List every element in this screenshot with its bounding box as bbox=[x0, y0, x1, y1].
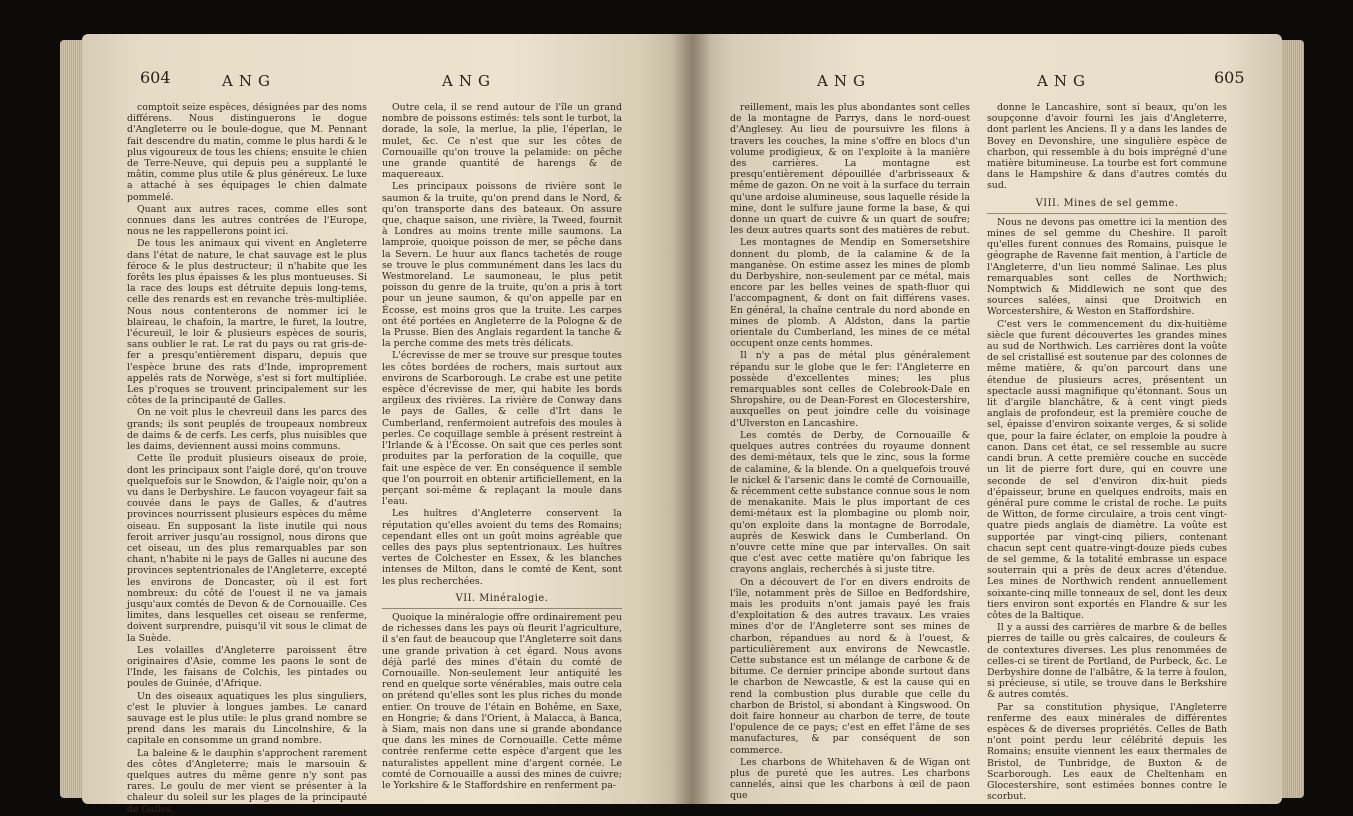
paragraph: Les montagnes de Mendip en Somersetshire donnent du plomb, de la calamine & de la manganèse. On estime assez les mines de plomb du Derbyshire, non-seulement par ce métal, mais encore par les belles veines de spath-fluor qui l'accompagnent, & dont on fait différens vases. En général, la chaîne centrale du nord abonde en mines de plomb. A Aldston, dans la partie orientale du Cumberland, les mines de ce métal occupent onze cents hommes. bbox=[730, 237, 970, 350]
paragraph: De tous les animaux qui vivent en Angleterre dans l'état de nature, le chat sauvage est le plus féroce & le plus destructeur; il n'habite que les forêts les plus épaisses & les plus montueuses. Si la race des loups est détruite depuis long-tems, celle des renards est en revanche très-multipliée. Nous nous contenterons de nommer ici le blaireau, le chafoin, la martre, le furet, la loutre, l'écureuil, le loir & plusieurs espèces de souris, sans oublier le rat. Le rat du pays ou rat gris-de-fer a presqu'entièrement disparu, depuis que l'espèce brune des rats d'Inde, improprement appelés rats de Norwège, s'est si fort multipliée. Les p'roques se trouvent principalement sur les côtes de la principauté de Galles. bbox=[127, 238, 367, 407]
paragraph: Les volailles d'Angleterre paroissent être originaires d'Asie, comme les paons le sont de l'Inde, les faisans de Colchis, les pintades ou poules de Guinée, d'Afrique. bbox=[127, 644, 367, 690]
running-head-left-1: ANG bbox=[222, 72, 276, 90]
paragraph: La baleine & le dauphin s'approchent rarement des côtes d'Angleterre; mais le marsouin & quelques autres du même genre n'y sont pas rares. Le goulu de mer vient se présenter à la chaleur du soleil sur les plages de la principauté de Galles. bbox=[127, 747, 367, 815]
page-number-left: 604 bbox=[140, 68, 171, 87]
paragraph: C'est vers le commencement du dix-huitième siècle que furent découvertes les grandes mines au sud de Northwich. Les carrières dont la voûte de sel cristallisé est soutenue par des colonnes de même matière, & qu'on parcourt dans une étendue de plusieurs acres, présentent un spectacle aussi magnifique qu'étonnant. Sous un lit d'argile blanchâtre, & à cent vingt pieds anglais de profondeur, est la première couche de sel, épaisse d'environ soixante verges, & si solide que, pour la faire éclater, on emploie la poudre à canon. Dans cet état, ce sel ressemble au sucre candi brun. A cette première couche en succède un lit de pierre fort dure, qui en couvre une seconde de sel d'environ dix-huit pieds d'épaisseur, brune en quelques endroits, mais en général pure comme le cristal de roche. Le puits de Witton, de forme circulaire, a trois cent vingt-quatre pieds anglais de diamètre. La voûte est supportée par vingt-cinq piliers, contenant chacun sept cent quatre-vingt-douze pieds cubes de sel gemme, & la totalité embrasse un espace souterrain qui a près de deux acres d'étendue. Les mines de Northwich rendent annuellement soixante-cinq mille tonneaux de sel, dont les deux tiers environ sont exportés en Flandre & sur les côtes de la Baltique. bbox=[987, 318, 1227, 621]
paragraph: comptoit seize espèces, désignées par des noms différens. Nous distinguerons le dogue d'Angleterre ou le boule-dogue, que M. Pennant fait descendre du matin, comme le plus hardi & le plus vigoureux de tous les chiens; ensuite le chien de Terre-Neuve, qui depuis peu a supplanté le mâtin, comme plus utile & plus généreux. Le luxe a attaché à ses équipages le chien dalmate pommelé. bbox=[127, 102, 367, 203]
right-page-edges bbox=[1282, 40, 1304, 798]
paragraph: Les comtés de Derby, de Cornouaille & quelques autres contrées du royaume donnent des demi-métaux, tels que le zinc, sous la forme de calamine, & la blende. On a quelquefois trouvé le nickel & l'arsenic dans le comté de Cornouaille, & récemment cette substance connue sous le nom de menakanite. Mais le plus important de ces demi-métaux est la plombagine ou plomb noir, qu'on exploite dans la montagne de Borrodale, auprès de Keswick dans le Cumberland. On n'ouvre cette mine que par intervalles. On sait que c'est avec cette matière qu'on fabrique les crayons anglais, recherchés à si juste titre. bbox=[730, 429, 970, 576]
page-number-right: 605 bbox=[1214, 68, 1245, 87]
running-head-right-2: ANG bbox=[1037, 72, 1091, 90]
paragraph: donne le Lancashire, sont si beaux, qu'on les soupçonne d'avoir fourni les jais d'Angleterre, dont parlent les Anciens. Il y a dans les landes de Bovey en Devonshire, une singulière espèce de charbon, qui ressemble à du bois imprégné d'une matière bitumineuse. La tourbe est fort commune dans le Hampshire & dans d'autres comtés du sud. bbox=[987, 102, 1227, 192]
paragraph: Les charbons de Whitehaven & de Wigan ont plus de pureté que les autres. Les charbons cannelés, ainsi que les charbons à œil de paon que bbox=[730, 756, 970, 802]
paragraph: Nous ne devons pas omettre ici la mention des mines de sel gemme du Cheshire. Il paroît qu'elles furent connues des Romains, puisque le géographe de Ravenne fait mention, à l'article de l'Angleterre, d'un lieu nommé Salinae. Les plus remarquables sont celles de Northwich; Nomptwich & Middlewich ne sont que des sources salées, ainsi que Droitwich en Worcestershire, & Weston en Staffordshire. bbox=[987, 216, 1227, 318]
running-head-right-1: ANG bbox=[817, 72, 871, 90]
left-column-1 bbox=[127, 102, 367, 816]
paragraph: On a découvert de l'or en divers endroits de l'île, notamment près de Silloe en Bedfordshire, mais les produits n'ont jamais payé les frais d'exploitation & des autres travaux. Les vraies mines d'or de l'Angleterre sont ses mines de charbon, répandues au nord & à l'ouest, & particulièrement aux environs de Newcastle. Cette substance est un mélange de carbone & de bitume. Ce dernier principe abonde surtout dans le charbon de Newcastle, & est la cause qui en rend la combustion plus durable que celle du charbon de Bristol, si abondant à Kingswood. On doit faire honneur au charbon de terre, de toute l'opulence de ce pays; c'est en effet l'âme de ses manufactures, & par conséquent de son commerce. bbox=[730, 576, 970, 756]
paragraph: Quoique la minéralogie offre ordinairement peu de richesses dans les pays où fleurit l'agriculture, il s'en faut de beaucoup que l'Angleterre soit dans une grande privation à cet égard. Nous avons déjà parlé des mines d'étain du comté de Cornouaille. Non-seulement leur antiquité les rend en quelque sorte vénérables, mais outre cela on prétend qu'elles sont les plus riches du monde entier. On trouve de l'étain en Bohême, en Saxe, en Hongrie; & dans l'Orient, à Malacca, à Banca, à Siam, mais non dans une si grande abondance que dans les mines de Cornouaille. Cette même contrée renferme cette espèce d'argent que les naturalistes appellent mine d'argent cornée. Le comté de Cornouaille a aussi des mines de cuivre; le Yorkshire & le Staffordshire en renferment pa- bbox=[382, 611, 622, 791]
right-column-2 bbox=[987, 102, 1227, 803]
left-column-2 bbox=[382, 102, 622, 792]
paragraph: L'écrevisse de mer se trouve sur presque toutes les côtes bordées de rochers, mais surtout aux environs de Scarborough. Le crabe est une petite espèce d'écrevisse de mer, qui habite les bords argileux des rivières. La rivière de Conway dans le pays de Galles, & celle d'Irt dans le Cumberland, renfermoient autrefois des moules à perles. Ce coquillage semble à présent restreint à l'Irlande & à l'Écosse. On sait que ces perles sont produites par la perforation de la coquille, que fait une espèce de ver. En conséquence il semble que l'on pourroit en obtenir artificiellement, en la perçant soi-même & replaçant la moule dans l'eau. bbox=[382, 350, 622, 508]
left-page bbox=[82, 34, 692, 815]
paragraph: Cette île produit plusieurs oiseaux de proie, dont les principaux sont l'aigle doré, qu'on trouve quelquefois sur le Snowdon, & l'aigle noir, qu'on a vu dans le Derbyshire. Le faucon voyageur fait sa couvée dans le pays de Galles, & d'autres provinces nourrissent plusieurs espèces du même oiseau. En supposant la liste inutile qui nous feroit arriver jusqu'au rossignol, nous dirons que cet oiseau, un des plus remarquables par son chant, n'habite ni le pays de Galles ni aucune des provinces septentrionales de l'Angleterre, excepté les environs de Doncaster, où il est fort nombreux: du côté de l'ouest il ne va jamais jusqu'aux comtés de Devon & de Cornouaille. Ces limites, dans lesquelles cet oiseau se renferme, doivent surprendre, puisqu'il vit sous le climat de la Suède. bbox=[127, 453, 367, 644]
right-page bbox=[692, 34, 1282, 804]
paragraph: Il n'y a pas de métal plus généralement répandu sur le globe que le fer: l'Angleterre en possède d'excellentes mines; les plus remarquables sont celles de Colebrook-Dale en Shropshire, ou de Dean-Forest en Glocestershire, auxquelles on peut joindre celle du voisinage d'Ulverston en Lancashire. bbox=[730, 350, 970, 429]
paragraph: Il y a aussi des carrières de marbre & de belles pierres de taille ou grès calcaires, de couleurs & de contextures diverses. Les plus renommées de celles-ci se tirent de Portland, de Purbeck, &c. Le Derbyshire donne de l'albâtre, & la terre à foulon, si précieuse, si utile, se trouve dans le Berkshire & autres comtés. bbox=[987, 622, 1227, 701]
paragraph: Un des oiseaux aquatiques les plus singuliers, c'est le pluvier à longues jambes. Le canard sauvage est le plus utile: le plus grand nombre se prend dans les marais du Lincolnshire, & la capitale en consomme un grand nombre. bbox=[127, 690, 367, 747]
section-heading: VIII. Mines de sel gemme. bbox=[1035, 197, 1179, 209]
paragraph: On ne voit plus le chevreuil dans les parcs des grands; ils sont peuplés de troupeaux nombreux de daims & de cerfs. Les cerfs, plus nuisibles que les daims, deviennent aussi moins communs. bbox=[127, 407, 367, 453]
paragraph: reillement, mais les plus abondantes sont celles de la montagne de Parrys, dans le nord-ouest d'Anglesey. Au lieu de poursuivre les filons à travers les couches, la mine s'offre en blocs d'un volume prodigieux, & on l'exploite à la manière des carrières. La montagne est presqu'entièrement dépouillée d'arbrisseaux & même de gazon. On ne voit à la surface du terrain qu'une ardoise alumineuse, sous laquelle réside la mine, dont le sulfure jaune forme la base, & qui donne un quart de cuivre & un quart de soufre; les deux autres quarts sont des matières de rebut. bbox=[730, 102, 970, 237]
paragraph: Par sa constitution physique, l'Angleterre renferme des eaux minérales de différentes espèces & de diverses propriétés. Celles de Bath n'ont point perdu leur célébrité depuis les Romains; ensuite viennent les eaux thermales de Bristol, de Tunbridge, de Buxton & de Scarborough. Les eaux de Cheltenham en Glocestershire, sont estimées bonnes contre le scorbut. bbox=[987, 701, 1227, 803]
paragraph: Quant aux autres races, comme elles sont connues dans les autres contrées de l'Europe, nous ne les rappellerons point ici. bbox=[127, 203, 367, 238]
running-head-left-2: ANG bbox=[442, 72, 496, 90]
right-column-1 bbox=[730, 102, 970, 803]
section-rule bbox=[987, 213, 1227, 214]
book-gutter bbox=[672, 34, 712, 804]
section-rule bbox=[382, 608, 622, 609]
left-page-edges bbox=[60, 40, 84, 798]
paragraph: Les principaux poissons de rivière sont le saumon & la truite, qu'on prend dans le Nord, & qu'on transporte dans des bateaux. On assure que, chaque saison, une rivière, la Tweed, fournit à Londres au moins trente mille saumons. La lamproie, quoique poisson de mer, se pêche dans la Severn. Le huur aux flancs tachetés de rouge se trouve le plus communément dans les lacs du Westmoreland. Le saumoneau, le plus petit poisson du genre de la truite, qu'on a pris à tort pour un jeune saumon, & qu'on appelle par en Écosse, est moins gros que la truite. Les carpes ont été portées en Angleterre de la Pologne & de la Prusse. Bien des Anglais regardent la tanche & la perche comme des mets très délicats. bbox=[382, 181, 622, 350]
paragraph: Outre cela, il se rend autour de l'île un grand nombre de poissons estimés: tels sont le turbot, la dorade, la sole, la merlue, la plie, l'éperlan, le mulet, &c. Ce n'est que sur les côtes de Cornouaille qu'on trouve la pelamide: on pêche une grande quantité de harengs & de maquereaux. bbox=[382, 102, 622, 181]
paragraph: Les huîtres d'Angleterre conservent la réputation qu'elles avoient du tems des Romains; cependant elles ont un goût moins agréable que celles des pays plus septentrionaux. Les huîtres vertes de Colchester en Essex, & les blanches intenses de Milton, dans le comté de Kent, sont les plus recherchées. bbox=[382, 508, 622, 587]
section-heading: VII. Minéralogie. bbox=[455, 592, 549, 604]
